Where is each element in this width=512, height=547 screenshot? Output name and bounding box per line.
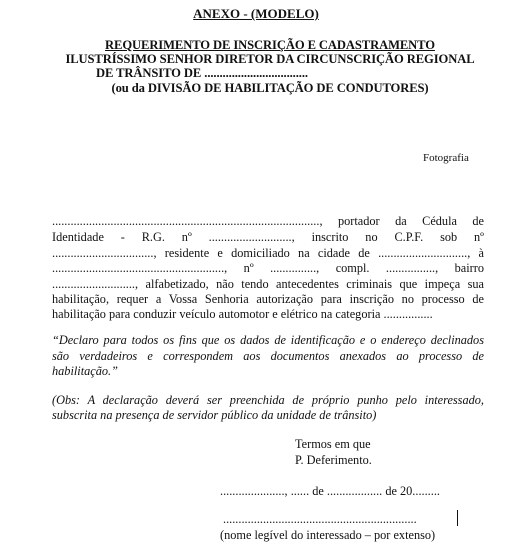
closing-line-2: P. Deferimento. xyxy=(295,453,372,467)
body-line: habilitação, requer a Vossa Senhoria autorização para inscrição no processo de xyxy=(52,292,484,306)
body-line: ........................................................, nº ..............., compl. ................, bairro xyxy=(52,261,484,275)
body-line: habilitação para conduzir veículo automotor e elétrico na categoria ................ xyxy=(52,307,433,321)
declaration-line: “Declaro para todos os fins que os dados de identificação e o endereço declinados xyxy=(52,333,484,347)
body-line: ..........................., alfabetizado, não tendo antecedentes criminais que impeça sua xyxy=(52,277,484,291)
addressee-line-1: ILUSTRÍSSIMO SENHOR DIRETOR DA CIRCUNSCRIÇÃO REGIONAL xyxy=(65,52,475,66)
body-line: ................................., residente e domiciliado na cidade de ............................., à xyxy=(52,246,484,260)
text-cursor xyxy=(457,510,458,526)
request-title: REQUERIMENTO DE INSCRIÇÃO E CADASTRAMENTO xyxy=(105,38,435,52)
closing-line-1: Termos em que xyxy=(295,437,371,451)
date-line: ....................., ...... de .................. de 20......... xyxy=(220,484,440,498)
signature-caption: (nome legível do interessado – por extenso) xyxy=(220,528,436,542)
addressee-line-2: DE TRÂNSITO DE .................................. xyxy=(96,66,308,80)
signature-line: ............................................................... xyxy=(223,512,417,526)
observation-line: subscrita na presença de servidor público da unidade de trânsito) xyxy=(52,408,377,422)
declaration-line: são verdadeiros e correspondem aos documentos anexados ao processo de xyxy=(52,349,484,363)
annex-title: ANEXO - (MODELO) xyxy=(193,6,319,21)
body-line: ......................................................................................., portador da Cédula de xyxy=(52,214,484,228)
declaration-line: habilitação.” xyxy=(52,364,118,378)
photo-label: Fotografia xyxy=(423,152,469,164)
addressee-line-3: (ou da DIVISÃO DE HABILITAÇÃO DE CONDUTORES) xyxy=(111,81,429,95)
observation-line: (Obs: A declaração deverá ser preenchida de próprio punho pelo interessado, xyxy=(52,393,484,407)
body-line: Identidade - R.G. nº ..........................., inscrito no C.P.F. sob nº xyxy=(52,230,484,244)
